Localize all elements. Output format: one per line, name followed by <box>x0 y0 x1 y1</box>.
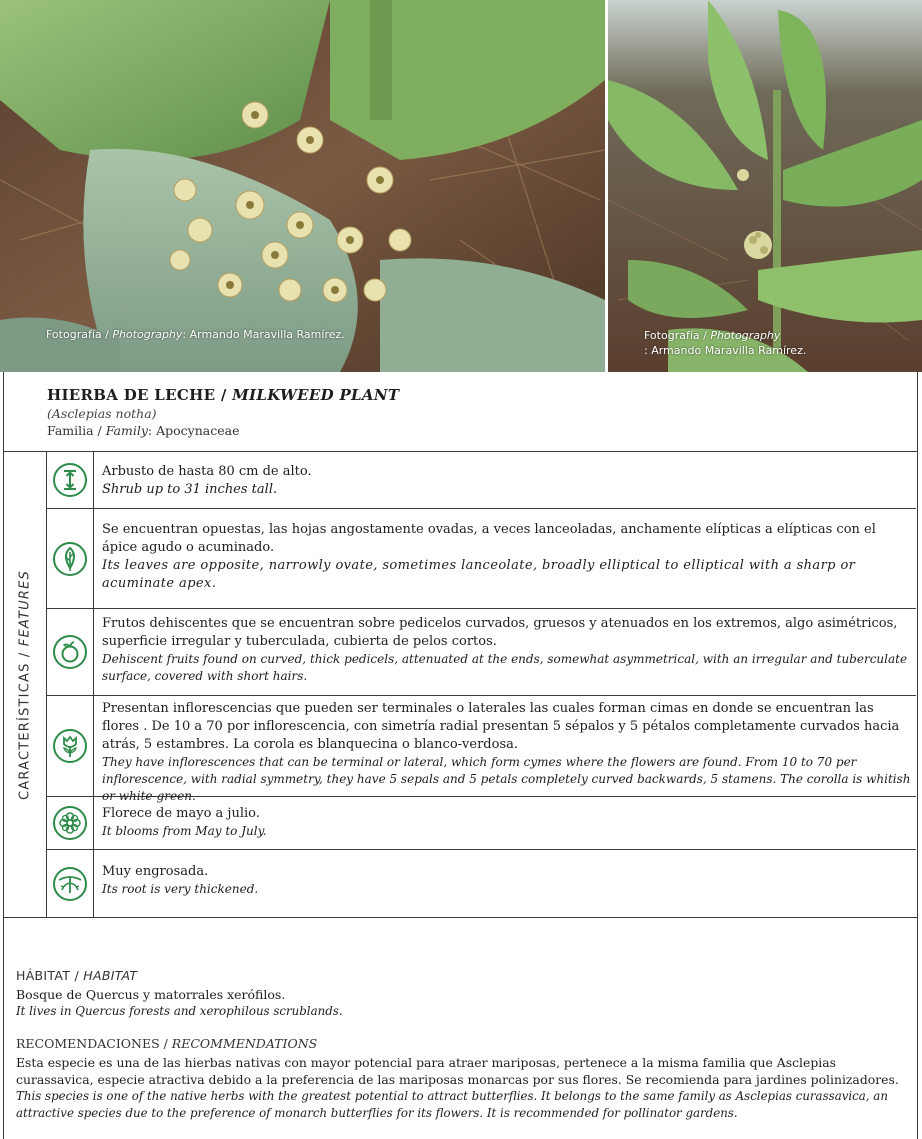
photo-caption-left: Fotografía / Photography: Armando Maravilla Ramírez. <box>46 328 345 341</box>
feature-text-es: Frutos dehiscentes que se encuentran sobre pedicelos curvados, gruesos y atenuados en los extremos, algo asimétricos, superficie irregular y tuberculada, cubierta de pelos cortos. <box>102 616 898 649</box>
feature-row-bloom <box>47 797 916 850</box>
feature-text-es: Presentan inflorescencias que pueden ser terminales o laterales las cuales forman cimas en donde se encuentran las flores . De 10 a 70 por inflorescencia, con simetría radial presentan 5 sépalos y 5 pétalos completamente curvados hacia atrás, 5 estambres. La corola es blanquecina o blanco-verdosa. <box>102 701 900 752</box>
feature-row-fruits <box>47 609 916 696</box>
plant-title: HIERBA DE LECHE / MILKWEED PLANT <box>47 386 400 404</box>
recommendations-heading: RECOMENDACIONES / RECOMMENDATIONS <box>16 1036 318 1051</box>
habitat-heading: HÁBITAT / HABITAT <box>16 968 138 983</box>
recommendations-text-en: This species is one of the native herbs with the greatest potential to attract butterflies. It belongs to the same family as Asclepias curassavica, an attractive species due to the preference of monarch butterflies for its flowers. It is recommended for pollinator gardens. <box>16 1089 888 1120</box>
feature-row-height <box>47 452 916 509</box>
feature-row-root <box>47 850 916 918</box>
feature-text-es: Se encuentran opuestas, las hojas angostamente ovadas, a veces lanceoladas, anchamente elípticas a elípticas con el ápice agudo o acuminado. <box>102 522 876 555</box>
habitat-text-es: Bosque de Quercus y matorrales xerófilos. <box>16 987 286 1002</box>
scientific-name: (Asclepias notha) <box>47 406 157 421</box>
feature-text-en: They have inflorescences that can be terminal or lateral, which form cymes where the flowers are found. From 10 to 70 per inflorescence, with radial symmetry, they have 5 sepals and 5 petals completely curved backwards, 5 stamens. The corolla is whitish or white-green. <box>102 755 911 803</box>
plant-title-block <box>4 372 917 452</box>
feature-text-en: It blooms from May to July. <box>102 824 267 838</box>
bloom-icon <box>52 805 88 841</box>
habitat-text-en: It lives in Quercus forests and xerophilous scrublands. <box>16 1004 343 1018</box>
milkweed-plant-photo <box>608 0 922 372</box>
feature-text-es: Arbusto de hasta 80 cm de alto. <box>102 464 312 479</box>
fruit-icon <box>52 634 88 670</box>
feature-text-en: Shrub up to 31 inches tall. <box>102 482 278 497</box>
flower-bud-icon <box>52 728 88 764</box>
feature-text-es: Muy engrosada. <box>102 864 209 879</box>
recommendations-text <box>16 1054 913 1122</box>
habitat-text <box>16 986 913 1020</box>
photo-strip <box>0 0 922 372</box>
feature-text-en: Dehiscent fruits found on curved, thick pedicels, attenuated at the ends, somewhat asymmetrical, with an irregular and tuberculate surface, covered with short hairs. <box>102 652 908 683</box>
height-icon <box>52 462 88 498</box>
feature-text-es: Florece de mayo a julio. <box>102 806 260 821</box>
family-line: Familia / Family: Apocynaceae <box>47 423 240 438</box>
photo-caption-right: Fotografía / Photography : Armando Maravilla Ramírez. <box>644 329 807 357</box>
recommendations-text-es: Esta especie es una de las hierbas nativas con mayor potencial para atraer mariposas, pertenece a la misma familia que Asclepias curassavica, especie atractiva debido a la preferencia de las mariposas monarcas por sus flores. Se recomienda para jardines polinizadores. <box>16 1055 899 1087</box>
feature-text-en: Its root is very thickened. <box>102 882 259 896</box>
feature-row-leaves <box>47 509 916 609</box>
milkweed-flower-photo <box>0 0 605 372</box>
root-icon <box>52 866 88 902</box>
features-side-label: CARACTERÍSTICAS / FEATURES <box>4 452 47 918</box>
bottom-info <box>3 918 918 1139</box>
leaf-icon <box>52 541 88 577</box>
plant-card <box>3 372 918 918</box>
feature-row-inflorescence <box>47 696 916 803</box>
feature-text-en: Its leaves are opposite, narrowly ovate, sometimes lanceolate, broadly elliptical to elliptical with a sharp or acuminate apex. <box>102 558 856 591</box>
